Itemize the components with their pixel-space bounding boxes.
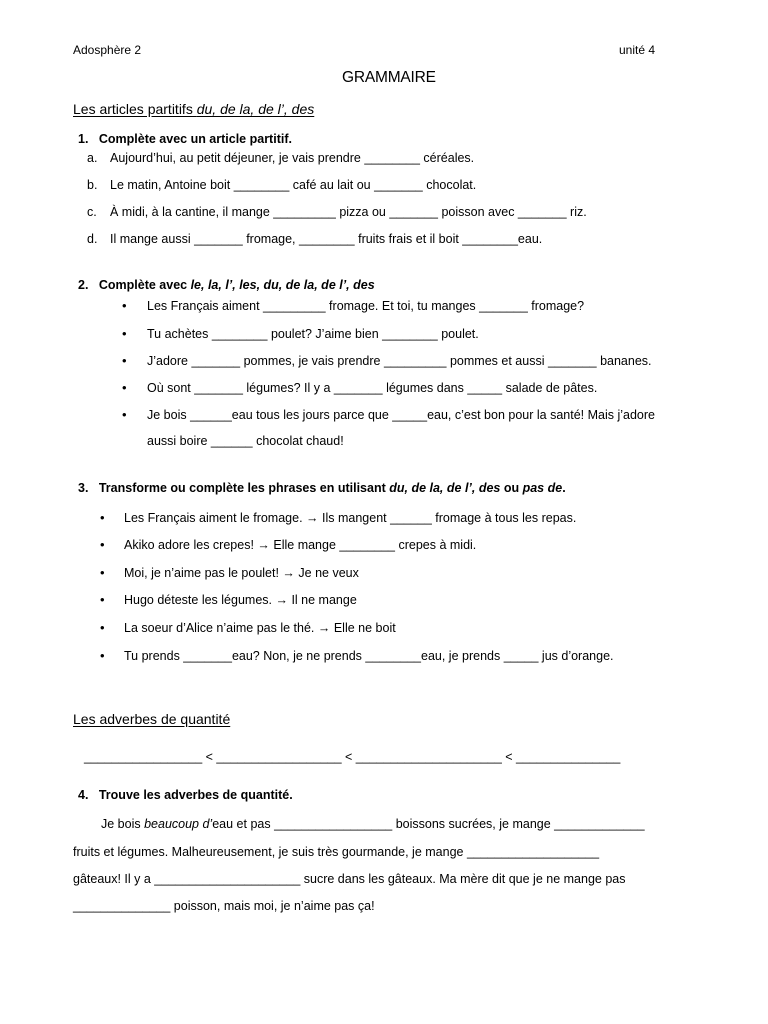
q3-item-before: Les Français aiment le fromage. [124, 511, 307, 525]
q2-item [122, 353, 652, 368]
bullet-icon: • [100, 648, 105, 663]
section-title-text: Les articles partitifs [73, 101, 197, 117]
q3-item-before: Tu prends _______eau? Non, je ne prends ________eau, je prends _____ jus d’orange. [124, 649, 614, 663]
q3-item [100, 537, 476, 552]
q1-instruction-text: Complète avec un article partitif. [98, 132, 292, 146]
arrow-right-icon: → [282, 566, 295, 580]
bullet-icon: • [100, 510, 105, 525]
q1-item [87, 178, 476, 192]
q4-line: gâteaux! Il y a _____________________ sucre dans les gâteaux. Ma mère dit que je ne mange pas [73, 872, 626, 886]
q2-item-text: Les Français aiment _________ fromage. Et toi, tu manges _______ fromage? [147, 299, 585, 313]
q3-instruction-end: . [562, 481, 566, 495]
arrow-right-icon: → [257, 538, 270, 552]
page-title: GRAMMAIRE [342, 69, 436, 86]
q3-item-after: Ils mangent ______ fromage à tous les repas. [318, 511, 577, 525]
q2-item [122, 380, 597, 395]
q2-item-continuation: aussi boire ______ chocolat chaud! [147, 434, 344, 448]
arrow-right-icon: → [317, 621, 331, 635]
q3-instruction-italic: du, de la, de l’, des [389, 481, 501, 495]
bullet-icon: • [100, 592, 105, 607]
q2-instruction [78, 278, 375, 292]
q3-item-before: Hugo déteste les légumes. [124, 593, 276, 607]
q2-item [122, 407, 655, 422]
adverb-scale: _________________ < __________________ < _____________________ < _______________ [84, 750, 621, 764]
q1-instruction [78, 132, 292, 146]
q3-item [100, 620, 396, 635]
bullet-icon: • [122, 380, 127, 395]
q3-item-before: Moi, je n’aime pas le poulet! [124, 566, 283, 580]
q3-item [100, 648, 614, 663]
q1-item-text: Il mange aussi _______ fromage, ________ fruits frais et il boit ________eau. [110, 232, 543, 246]
q1-item-label: d. [87, 232, 98, 246]
q1-item-text: Aujourd’hui, au petit déjeuner, je vais prendre ________ céréales. [110, 151, 475, 165]
q1-item [87, 205, 587, 219]
q2-number: 2. [78, 278, 89, 292]
q2-instruction-italic: le, la, l’, les, du, de la, de l’, des [190, 278, 375, 292]
bullet-icon: • [122, 298, 127, 313]
q3-item-before: Akiko adore les crepes! [124, 538, 258, 552]
section-title-quantity-adverbs: Les adverbes de quantité [73, 711, 231, 727]
q4-line: ______________ poisson, mais moi, je n’aime pas ça! [73, 899, 375, 913]
q1-item-label: a. [87, 151, 98, 165]
q4-line1-italic: beaucoup d’ [144, 817, 213, 831]
q3-item-after: Elle mange ________ crepes à midi. [269, 538, 477, 552]
q1-item-label: c. [87, 205, 97, 219]
q3-item [100, 565, 359, 580]
section-title-italic: du, de la, de l’, des [196, 101, 315, 117]
section-title-partitive-articles [73, 101, 314, 117]
q2-item-text: Tu achètes ________ poulet? J’aime bien ________ poulet. [147, 327, 479, 341]
q4-instruction-text: Trouve les adverbes de quantité. [98, 788, 293, 802]
q4-line1-a: Je bois [101, 817, 145, 831]
q1-item-text: Le matin, Antoine boit ________ café au lait ou _______ chocolat. [110, 178, 477, 192]
header-right: unité 4 [619, 43, 656, 57]
arrow-right-icon: → [275, 593, 288, 607]
q3-item-before: La soeur d’Alice n’aime pas le thé. [124, 621, 318, 635]
q3-instruction-mid: ou [500, 481, 523, 495]
q2-item [122, 298, 584, 313]
q4-line1-b: eau et pas _________________ boissons sucrées, je mange _____________ [212, 817, 645, 831]
bullet-icon: • [100, 620, 105, 635]
q3-item [100, 592, 357, 607]
bullet-icon: • [122, 407, 127, 422]
q3-item [100, 510, 576, 525]
q1-item [87, 232, 542, 246]
q2-item [122, 326, 479, 341]
q2-instruction-text: Complète avec [98, 278, 191, 292]
q3-item-after: Il ne mange [287, 593, 357, 607]
q1-item [87, 151, 474, 165]
bullet-icon: • [100, 537, 105, 552]
q2-item-text: Où sont _______ légumes? Il y a _______ légumes dans _____ salade de pâtes. [147, 381, 598, 395]
q4-line: fruits et légumes. Malheureusement, je suis très gourmande, je mange ___________________ [73, 845, 600, 859]
bullet-icon: • [122, 326, 127, 341]
bullet-icon: • [100, 565, 105, 580]
q3-number: 3. [78, 481, 89, 495]
q4-line [101, 817, 645, 831]
q1-item-text: À midi, à la cantine, il mange _________ pizza ou _______ poisson avec _______ riz. [110, 205, 587, 219]
q3-instruction-text: Transforme ou complète les phrases en utilisant [98, 481, 390, 495]
q3-item-after: Elle ne boit [330, 621, 396, 635]
bullet-icon: • [122, 353, 127, 368]
q3-instruction-italic2: pas de [522, 481, 563, 495]
arrow-right-icon: → [306, 511, 319, 525]
q3-instruction [78, 481, 566, 495]
header-left: Adosphère 2 [73, 43, 142, 57]
q4-instruction [78, 788, 293, 802]
q2-item-text: Je bois ______eau tous les jours parce que _____eau, c’est bon pour la santé! Mais j’adore [147, 408, 655, 422]
q4-number: 4. [78, 788, 89, 802]
q1-number: 1. [78, 132, 89, 146]
q3-item-after: Je ne veux [294, 566, 359, 580]
q2-item-text: J’adore _______ pommes, je vais prendre _________ pommes et aussi _______ bananes. [147, 354, 652, 368]
q1-item-label: b. [87, 178, 98, 192]
